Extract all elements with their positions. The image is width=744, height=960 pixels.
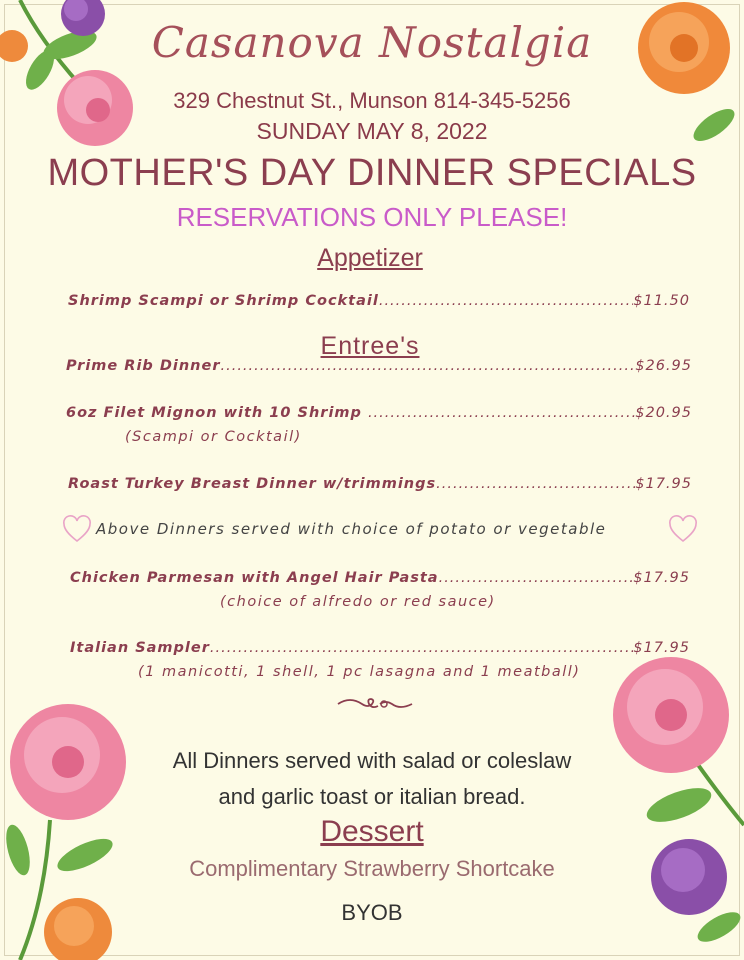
leader-dots [439, 570, 634, 586]
byob-note: BYOB [341, 900, 403, 925]
dinner-sides-note: Above Dinners served with choice of potato or vegetable [96, 520, 607, 538]
event-date: SUNDAY MAY 8, 2022 [256, 118, 488, 144]
menu-item-roast-turkey [68, 476, 692, 492]
menu-item-prime-rib [66, 358, 692, 374]
dinners-served-line1: All Dinners served with salad or coleslaw [172, 748, 572, 773]
item-price: $20.95 [635, 405, 692, 421]
item-price: $17.95 [635, 476, 692, 492]
menu-headline: MOTHER'S DAY DINNER SPECIALS [47, 152, 697, 194]
reservations-note: RESERVATIONS ONLY PLEASE! [176, 202, 568, 232]
heart-icon [62, 515, 92, 543]
item-name: Roast Turkey Breast Dinner w/trimmings [68, 476, 437, 492]
menu-item-filet-mignon [66, 405, 692, 421]
item-price: $11.50 [633, 293, 690, 309]
dessert-heading: Dessert [320, 815, 424, 848]
heart-icon [668, 515, 698, 543]
chicken-parmesan-note: (choice of alfredo or red sauce) [220, 594, 496, 610]
leader-dots [379, 293, 633, 309]
menu-item-italian-sampler [70, 640, 690, 656]
menu-item-chicken-parmesan [70, 570, 690, 586]
item-name: Chicken Parmesan with Angel Hair Pasta [70, 570, 439, 586]
scroll-divider-icon [336, 694, 414, 714]
item-name: Shrimp Scampi or Shrimp Cocktail [68, 293, 379, 309]
leader-dots [368, 405, 635, 421]
menu-item-shrimp-scampi [68, 293, 690, 309]
restaurant-name: Casanova Nostalgia [151, 18, 593, 67]
dinners-served-line2: and garlic toast or italian bread. [218, 784, 526, 809]
item-price: $17.95 [633, 640, 690, 656]
entrees-heading: Entree's [320, 332, 420, 360]
leader-dots [436, 476, 635, 492]
appetizer-heading: Appetizer [317, 244, 423, 272]
item-name: Prime Rib Dinner [66, 358, 221, 374]
leader-dots [210, 640, 633, 656]
leader-dots [221, 358, 636, 374]
item-name: Italian Sampler [70, 640, 210, 656]
item-name: 6oz Filet Mignon with 10 Shrimp [66, 405, 368, 421]
item-price: $26.95 [635, 358, 692, 374]
italian-sampler-note: (1 manicotti, 1 shell, 1 pc lasagna and 1 meatball) [138, 664, 581, 680]
restaurant-address: 329 Chestnut St., Munson 814-345-5256 [173, 88, 571, 113]
dessert-text: Complimentary Strawberry Shortcake [189, 856, 555, 881]
item-price: $17.95 [633, 570, 690, 586]
filet-mignon-note: (Scampi or Cocktail) [125, 429, 302, 445]
